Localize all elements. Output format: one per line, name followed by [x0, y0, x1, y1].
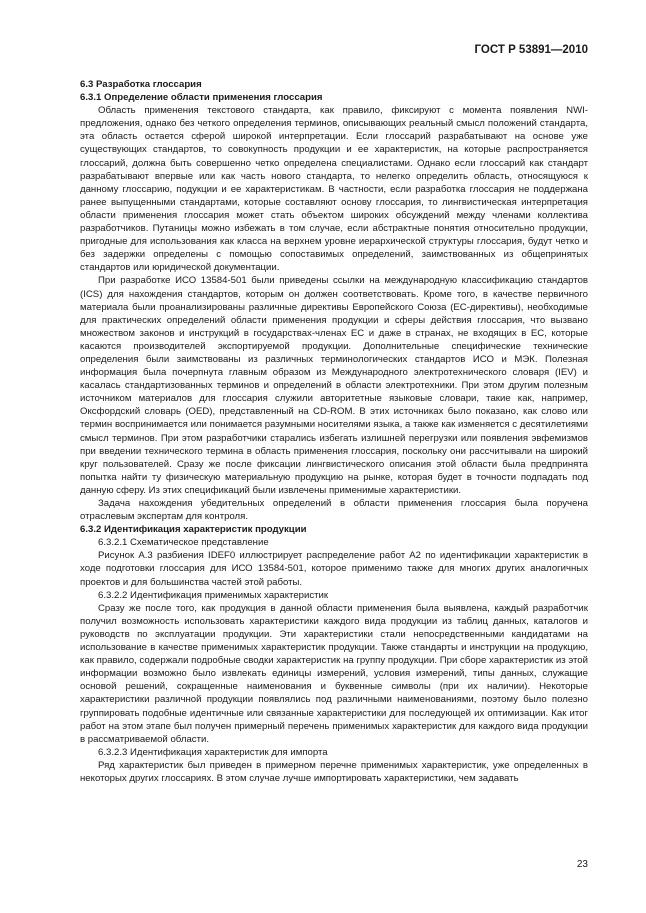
paragraph-scope-intro: Область применения текстового стандарта, как правило, фиксируют с момента появления NWI-предложения, однако без четкого определения терминов, описывающих реальный смысл положений стандарта, эта область остается сферой широкой интерпретации. Если глоссарий разрабатывают на основе уже существующих стандартов, то совокупность продукции и ее характеристик, на которые распространяется глоссарий, должна быть совершенно четко определена специалистами. Однако если глоссарий как стандарт разрабатывают впервые или как часть нового стандарта, то нелегко определить область, относящуюся к данному глоссарию, подукции и ее характеристикам. В частности, если разработка глоссария не поддержана ранее выпущенными стандартами, которые составляют основу глоссария, то лингвистическая интерпретация области применения глоссария может стать объектом широких обсуждений между членами коллектива разработчиков. Путаницы можно избежать в том случае, если абстрактные понятия относительно продукции, пригодные для использования как класса на верхнем уровне иерархической структуры глоссария, будут четко и без задержки определены с помощью сопоставимых определений, заимствованных из общепринятых стандартов или юридической документации.	[80, 105, 588, 274]
document-code: ГОСТ Р 53891—2010	[474, 44, 588, 56]
subsection-heading-6-3-2-2: 6.3.2.2 Идентификация применимых характеристик	[98, 589, 329, 601]
page-number: 23	[576, 859, 588, 870]
paragraph-applicable-characteristics: Сразу же после того, как продукция в данной области применения была выявлена, каждый разработчик получил возможность использовать характеристики каждого вида продукции из таблиц данных, каталогов и руководств по эксплуатации продукции. Эти характеристики стали непосредственными кандидатами на использование в качестве применимых характеристик продукции. Также стандарты и инструкции на продукцию, как правило, содержали подробные сводки характеристик на группу продукции. При сборе характеристик из этой информации возможно было извлекать единицы измерений, условия измерений, типы данных, служащие основой решений, сокращенные наименования и буквенные символы (при их наличии). Некоторые характеристики различной продукции появлялись под различными наименованиями, поэтому было полезно группировать подобные идентичные или связанные характеристики для последующей их оптимизации. Как итог работ на этом этапе был получен примерный перечень применимых характеристик для каждого вида продукции в рассматриваемой области.	[80, 602, 588, 745]
paragraph-import-characteristics: Ряд характеристик был приведен в примерном перечне применимых характеристик, уже определенных в некоторых других глоссариях. В этом случае лучше импортировать характеристики, чем задавать	[80, 759, 588, 784]
section-heading-6-3-1: 6.3.1 Определение области применения глоссария	[80, 92, 323, 104]
paragraph-idef0-figure: Рисунок А.3 разбиения IDEF0 иллюстрирует распределение работ А2 по идентификации характеристик в ходе подготовки глоссария для ИСО 13584-501, которое применимо также для многих других аналогичных проектов и для большинства частей этой работы.	[80, 550, 588, 588]
page-body	[80, 78, 588, 785]
paragraph-expert-review: Задача нахождения убедительных определений в области применения глоссария была поручена отраслевым экспертам для контроля.	[80, 498, 588, 523]
section-heading-6-3: 6.3 Разработка глоссария	[80, 79, 202, 90]
subsection-heading-6-3-2-1: 6.3.2.1 Схематическое представление	[98, 537, 269, 549]
paragraph-iso-13584-501-sources: При разработке ИСО 13584-501 были приведены ссылки на международную классификацию стандартов (ICS) для нахождения стандартов, которым он должен соответствовать. Кроме того, в качестве первичного материала были проанализированы различные директивы Европейского Союза (ЕС-директивы), необходимые для практических определений области применения продукции и сферы действия глоссария, что вызвано множеством законов и инструкций в государствах-членах ЕС и даже в странах, не входящих в ЕС, которые касаются производителей экспортируемой продукции. Дополнительные специфические технические определения были заимствованы из различных терминологических стандартов ИСО и МЭК. Полезная информация была почерпнута главным образом из Международного электротехнического словаря (IEV) и касалась стандартизованных терминов и определений в области электротехники. При этом другим полезным источником материалов для глоссария служили авторитетные языковые словари, такие как, например, Оксфордский словарь (OED), представленный на CD-ROM. В этих источниках было показано, как слово или термин воспринимается или понимается разумными носителями языка, а также как изменяется с десятилетиями смысл терминов. При этом разработчики старались избегать излишней перегрузки или появления эвфемизмов при введении технического термина в область применения глоссария, поскольку они рассчитывали на широкий круг пользователей. Сразу же после фиксации лингвистического описания этой области была предпринята попытка найти ту физическую материальную продукцию на рынке, которая будет в точности подпадать под данную сферу. Из этих спецификаций были извлечены применимые характеристики.	[80, 275, 588, 496]
section-heading-6-3-2: 6.3.2 Идентификация характеристик продукции	[80, 524, 307, 536]
subsection-heading-6-3-2-3: 6.3.2.3 Идентификация характеристик для импорта	[98, 746, 328, 758]
